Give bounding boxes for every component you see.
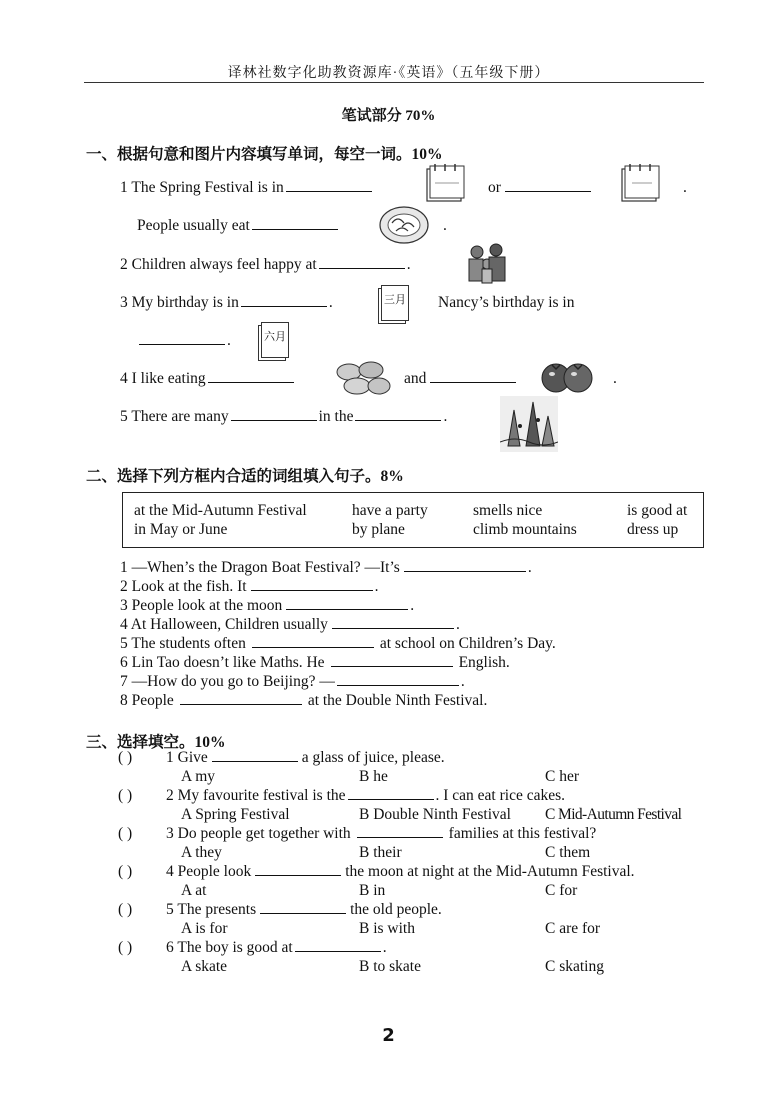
s1-q1-text-a: 1 The Spring Festival is in xyxy=(120,179,284,196)
s3-text: a glass of juice, please. xyxy=(301,749,445,766)
word-bank-box xyxy=(122,492,704,548)
word-bank-item: in May or June xyxy=(134,521,228,538)
option-c[interactable]: C are for xyxy=(545,920,601,937)
option-a[interactable]: A at xyxy=(181,882,207,899)
answer-blank[interactable] xyxy=(251,589,373,591)
s2-text: . xyxy=(527,559,532,576)
s2-text: 1 —When’s the Dragon Boat Festival? —It’s xyxy=(120,559,400,576)
answer-blank[interactable] xyxy=(337,684,459,686)
answer-blank[interactable] xyxy=(430,381,516,383)
s2-text: 2 Look at the fish. It xyxy=(120,578,247,595)
s2-text: 4 At Halloween, Children usually xyxy=(120,616,328,633)
option-b[interactable]: B in xyxy=(359,882,386,899)
calendar-february-icon xyxy=(620,163,660,205)
answer-blank[interactable] xyxy=(231,419,317,421)
answer-parentheses[interactable]: ( ) xyxy=(118,939,133,956)
s3-item-4 xyxy=(166,863,635,881)
s2-item-8 xyxy=(120,692,487,710)
option-a[interactable]: A they xyxy=(181,844,222,861)
word-bank-item: smells nice xyxy=(473,502,543,519)
answer-blank[interactable] xyxy=(331,665,453,667)
answer-parentheses[interactable]: ( ) xyxy=(118,825,133,842)
answer-parentheses[interactable]: ( ) xyxy=(118,901,133,918)
answer-blank[interactable] xyxy=(286,190,372,192)
s1-q1-text-b: or xyxy=(488,179,501,196)
s1-q4-and xyxy=(404,370,518,388)
answer-blank[interactable] xyxy=(319,267,405,269)
s2-text: . xyxy=(460,673,465,690)
page-number: 2 xyxy=(382,1025,395,1046)
answer-blank xyxy=(295,950,381,952)
s2-text: English. xyxy=(458,654,510,671)
calendar-march-label: 三月 xyxy=(381,285,409,321)
section1-heading: 一、根据句意和图片内容填写单词，每空一词。10% xyxy=(86,146,443,163)
s1-q1-line1 xyxy=(120,179,374,197)
answer-blank xyxy=(212,760,298,762)
s2-text: 8 People xyxy=(120,692,174,709)
s1-q1-or xyxy=(488,179,593,197)
answer-blank[interactable] xyxy=(286,608,408,610)
option-b[interactable]: B is with xyxy=(359,920,415,937)
s1-q5-text-c: . xyxy=(443,408,448,425)
answer-blank xyxy=(255,874,341,876)
answer-blank[interactable] xyxy=(241,305,327,307)
s1-q4-text-b: and xyxy=(404,370,427,387)
word-bank-item: have a party xyxy=(352,502,428,519)
s3-text: 5 The presents xyxy=(166,901,257,918)
s2-text: . xyxy=(410,597,415,614)
dumplings-plate-icon xyxy=(378,205,430,245)
s1-q2 xyxy=(120,256,411,274)
family-picture-icon xyxy=(463,242,513,286)
s1-q3-text-c: Nancy’s birthday is in xyxy=(438,294,575,311)
s1-q1-text-d: People usually eat xyxy=(137,217,250,234)
s2-item-5 xyxy=(120,635,556,653)
answer-parentheses[interactable]: ( ) xyxy=(118,749,133,766)
option-c[interactable]: C them xyxy=(545,844,591,861)
s1-q1-period2: . xyxy=(443,217,447,234)
s3-item-5 xyxy=(166,901,442,919)
option-a[interactable]: A Spring Festival xyxy=(181,806,290,823)
answer-blank[interactable] xyxy=(505,190,591,192)
s1-q3-line1 xyxy=(120,294,333,312)
s3-text: 6 The boy is good at xyxy=(166,939,293,956)
s1-q3-text-d: . xyxy=(227,332,231,349)
potatoes-icon xyxy=(335,358,393,398)
tomatoes-icon xyxy=(538,356,596,396)
s2-text: 3 People look at the moon xyxy=(120,597,283,614)
option-a[interactable]: A skate xyxy=(181,958,228,975)
s2-item-3 xyxy=(120,597,414,615)
s1-q3-text-a: 3 My birthday is in xyxy=(120,294,239,311)
option-c[interactable]: C for xyxy=(545,882,578,899)
s2-item-1 xyxy=(120,559,532,577)
answer-blank[interactable] xyxy=(139,343,225,345)
answer-blank[interactable] xyxy=(252,228,338,230)
word-bank-item: at the Mid-Autumn Festival xyxy=(134,502,307,519)
answer-parentheses[interactable]: ( ) xyxy=(118,787,133,804)
answer-blank[interactable] xyxy=(332,627,454,629)
s2-text: 7 —How do you go to Beijing? — xyxy=(120,673,335,690)
option-a[interactable]: A my xyxy=(181,768,216,785)
answer-blank[interactable] xyxy=(208,381,294,383)
word-bank-item: dress up xyxy=(627,521,679,538)
option-a[interactable]: A is for xyxy=(181,920,228,937)
s1-q4-period: . xyxy=(613,370,617,387)
s3-text: 1 Give xyxy=(166,749,208,766)
section3-heading: 三、选择填空。10% xyxy=(86,734,226,751)
s3-text: families at this festival? xyxy=(448,825,597,842)
s1-q5-text-b: in the xyxy=(318,408,354,425)
s3-text: . I can eat rice cakes. xyxy=(435,787,566,804)
calendar-march-icon xyxy=(376,285,406,325)
s2-item-6 xyxy=(120,654,510,672)
s3-text: 2 My favourite festival is the xyxy=(166,787,346,804)
answer-blank xyxy=(260,912,346,914)
s3-text: 3 Do people get together with xyxy=(166,825,351,842)
s3-item-3 xyxy=(166,825,596,843)
s1-q3-line2 xyxy=(137,332,231,350)
s2-item-2 xyxy=(120,578,378,596)
s2-text: 6 Lin Tao doesn’t like Maths. He xyxy=(120,654,325,671)
answer-blank xyxy=(348,798,434,800)
answer-blank[interactable] xyxy=(252,646,374,648)
s1-q1-period: . xyxy=(683,179,687,196)
word-bank-item: climb mountains xyxy=(473,521,577,538)
word-bank-item: is good at xyxy=(627,502,688,519)
answer-blank[interactable] xyxy=(404,570,526,572)
option-c[interactable]: C Mid-Autumn Festival xyxy=(545,806,682,823)
s2-text: at the Double Ninth Festival. xyxy=(307,692,488,709)
trees-park-icon xyxy=(500,396,558,452)
header-divider xyxy=(84,82,704,83)
s2-text: at school on Children’s Day. xyxy=(379,635,556,652)
answer-blank[interactable] xyxy=(355,419,441,421)
s3-item-1 xyxy=(166,749,445,767)
option-b[interactable]: B to skate xyxy=(359,958,421,975)
answer-blank xyxy=(357,836,443,838)
s3-text: 4 People look xyxy=(166,863,252,880)
section2-heading: 二、选择下列方框内合适的词组填入句子。8% xyxy=(86,468,404,485)
s1-q2-text-a: 2 Children always feel happy at xyxy=(120,256,317,273)
calendar-june-icon xyxy=(256,322,288,362)
s2-text: 5 The students often xyxy=(120,635,246,652)
option-c[interactable]: C her xyxy=(545,768,580,785)
answer-blank[interactable] xyxy=(180,703,302,705)
s2-text: . xyxy=(374,578,379,595)
calendar-june-label: 六月 xyxy=(261,322,289,358)
s1-q1-line2 xyxy=(137,217,340,235)
option-c[interactable]: C skating xyxy=(545,958,604,975)
s3-text: the old people. xyxy=(350,901,442,918)
s3-item-2 xyxy=(166,787,565,805)
s1-q3-text-b: . xyxy=(328,294,333,311)
option-b[interactable]: B Double Ninth Festival xyxy=(359,806,511,823)
s1-q5 xyxy=(120,408,447,426)
answer-parentheses[interactable]: ( ) xyxy=(118,863,133,880)
s3-text: . xyxy=(382,939,387,956)
s1-q4 xyxy=(120,370,296,388)
s1-q5-text-a: 5 There are many xyxy=(120,408,229,425)
s2-text: . xyxy=(455,616,460,633)
s3-item-6 xyxy=(166,939,387,957)
s1-q2-text-b: . xyxy=(406,256,411,273)
page-header: 译林社数字化助教资源库·《英语》（五年级下册） xyxy=(227,66,550,81)
option-b[interactable]: B their xyxy=(359,844,402,861)
s3-text: the moon at night at the Mid-Autumn Festival. xyxy=(345,863,635,880)
s2-item-7 xyxy=(120,673,465,691)
option-b[interactable]: B he xyxy=(359,768,388,785)
word-bank-item: by plane xyxy=(352,521,405,538)
s1-q4-text-a: 4 I like eating xyxy=(120,370,206,387)
page-title: 笔试部分 70% xyxy=(341,108,436,124)
calendar-january-icon xyxy=(425,163,465,205)
s2-item-4 xyxy=(120,616,460,634)
